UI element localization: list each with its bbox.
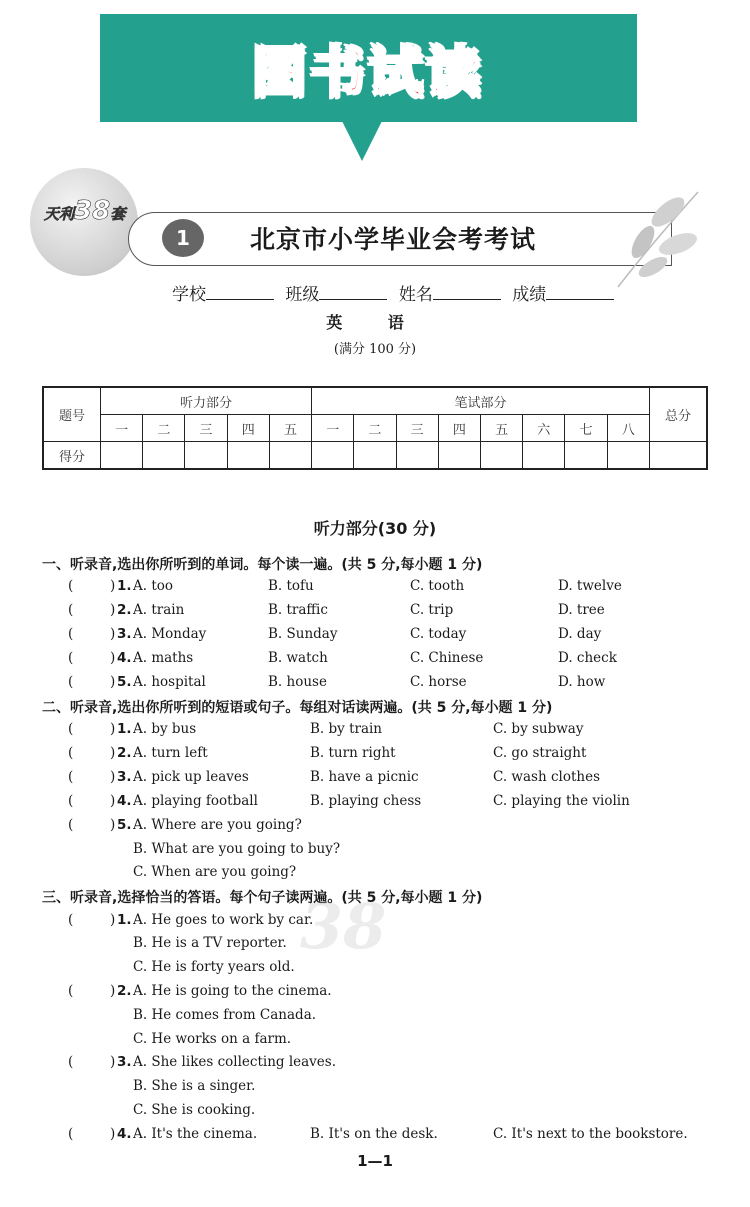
question-3-title: 三、听录音,选择恰当的答语。每个句子读两遍。(共 5 分,每小题 1 分) <box>42 890 483 906</box>
option-c: C. today <box>410 626 467 642</box>
table-header-cell: 五 <box>480 415 522 442</box>
item-number: 1. <box>117 578 132 594</box>
leaf-decoration-icon <box>598 182 708 292</box>
student-info-line <box>172 280 620 305</box>
question-row <box>0 578 750 600</box>
option-d: D. day <box>558 626 602 642</box>
school-blank[interactable] <box>206 283 274 300</box>
answer-paren-close: ) <box>110 578 116 594</box>
answer-paren-close: ) <box>110 674 116 690</box>
option-d: D. twelve <box>558 578 622 594</box>
question-row <box>0 650 750 672</box>
table-header-cell: 三 <box>185 415 227 442</box>
option-c: C. go straight <box>493 745 587 761</box>
question-row <box>0 745 750 767</box>
answer-paren-close: ) <box>110 650 116 666</box>
answer-paren-open[interactable]: ( <box>68 578 74 594</box>
score-cell[interactable] <box>269 442 311 470</box>
option-a: A. Monday <box>133 626 207 642</box>
page-number: 1—1 <box>357 1152 393 1170</box>
score-cell[interactable] <box>185 442 227 470</box>
answer-paren-close: ) <box>110 769 116 785</box>
score-cell[interactable] <box>312 442 354 470</box>
item-number: 2. <box>117 745 132 761</box>
option-a: A. too <box>133 578 174 594</box>
option-a: A. He is going to the cinema. <box>133 983 332 999</box>
answer-paren-open[interactable]: ( <box>68 1054 74 1070</box>
question-row <box>0 959 750 981</box>
option-c: C. wash clothes <box>493 769 600 785</box>
item-number: 5. <box>117 674 132 690</box>
table-header-cell: 六 <box>523 415 565 442</box>
answer-paren-close: ) <box>110 793 116 809</box>
preview-banner <box>100 14 637 122</box>
exam-title: 北京市小学毕业会考考试 <box>250 225 537 254</box>
option-a: A. playing football <box>133 793 258 809</box>
brand-logo-text: 天利38套 <box>44 196 126 226</box>
option-a: A. She likes collecting leaves. <box>133 1054 337 1070</box>
exam-number-badge: 1 <box>162 219 204 257</box>
table-header-cell: 五 <box>269 415 311 442</box>
option-d: D. check <box>558 650 617 666</box>
total-header: 总分 <box>650 387 708 442</box>
score-cell[interactable] <box>227 442 269 470</box>
option-c: C. She is cooking. <box>133 1102 256 1118</box>
answer-paren-open[interactable]: ( <box>68 721 74 737</box>
question-row <box>0 674 750 696</box>
qnum-header: 题号 <box>43 387 101 442</box>
option-b: B. He comes from Canada. <box>133 1007 317 1023</box>
score-cell[interactable] <box>523 442 565 470</box>
question-row <box>0 721 750 743</box>
score-table <box>42 386 708 470</box>
score-cell[interactable] <box>480 442 522 470</box>
option-d: D. tree <box>558 602 605 618</box>
question-row <box>0 841 750 863</box>
subject-title: 英 语 <box>326 313 424 332</box>
option-b: B. by train <box>310 721 383 737</box>
table-header-cell: 一 <box>312 415 354 442</box>
option-b: B. What are you going to buy? <box>133 841 341 857</box>
answer-paren-open[interactable]: ( <box>68 650 74 666</box>
item-number: 2. <box>117 983 132 999</box>
question-row <box>0 1007 750 1029</box>
item-number: 2. <box>117 602 132 618</box>
option-b: B. have a picnic <box>310 769 419 785</box>
answer-paren-open[interactable]: ( <box>68 745 74 761</box>
option-a: A. hospital <box>133 674 206 690</box>
class-label: 班级 <box>285 285 320 305</box>
question-row <box>0 769 750 791</box>
option-b: B. watch <box>268 650 328 666</box>
option-c: C. by subway <box>493 721 584 737</box>
score-row-label: 得分 <box>43 442 101 470</box>
option-c: C. horse <box>410 674 467 690</box>
item-number: 3. <box>117 1054 132 1070</box>
score-cell[interactable] <box>143 442 185 470</box>
answer-paren-close: ) <box>110 1054 116 1070</box>
score-label: 成绩 <box>512 285 547 305</box>
score-cell[interactable] <box>396 442 438 470</box>
name-label: 姓名 <box>398 285 433 305</box>
answer-paren-open[interactable]: ( <box>68 912 74 928</box>
question-row <box>0 1126 750 1148</box>
table-header-cell: 七 <box>565 415 607 442</box>
answer-paren-open[interactable]: ( <box>68 1126 74 1142</box>
question-2-title: 二、听录音,选出你所听到的短语或句子。每组对话读两遍。(共 5 分,每小题 1 分) <box>42 700 553 716</box>
option-b: B. tofu <box>268 578 314 594</box>
table-header-cell: 二 <box>354 415 396 442</box>
option-c: C. When are you going? <box>133 864 297 880</box>
table-header-cell: 四 <box>227 415 269 442</box>
question-row <box>0 1078 750 1100</box>
score-cell[interactable] <box>101 442 143 470</box>
option-c: C. It's next to the bookstore. <box>493 1126 688 1142</box>
question-row <box>0 983 750 1005</box>
option-a: A. turn left <box>133 745 208 761</box>
score-cell[interactable] <box>607 442 649 470</box>
answer-paren-open[interactable]: ( <box>68 602 74 618</box>
table-header-cell: 一 <box>101 415 143 442</box>
option-a: A. by bus <box>133 721 197 737</box>
question-row <box>0 602 750 624</box>
item-number: 3. <box>117 626 132 642</box>
option-c: C. trip <box>410 602 454 618</box>
school-label: 学校 <box>172 285 206 305</box>
table-header-cell: 四 <box>438 415 480 442</box>
option-b: B. Sunday <box>268 626 338 642</box>
option-b: B. traffic <box>268 602 328 618</box>
table-header-cell: 三 <box>396 415 438 442</box>
score-cell[interactable] <box>565 442 607 470</box>
question-1-title: 一、听录音,选出你所听到的单词。每个读一遍。(共 5 分,每小题 1 分) <box>42 557 483 573</box>
banner-title: 图书试读 <box>252 40 485 104</box>
total-score-cell[interactable] <box>650 442 708 470</box>
listening-section-title: 听力部分(30 分) <box>313 519 437 538</box>
option-a: A. Where are you going? <box>133 817 302 833</box>
question-row <box>0 1031 750 1053</box>
item-number: 1. <box>117 912 132 928</box>
writing-header: 笔试部分 <box>312 387 650 415</box>
answer-paren-close: ) <box>110 721 116 737</box>
score-blank[interactable] <box>546 283 614 300</box>
table-header-cell: 二 <box>143 415 185 442</box>
listening-header: 听力部分 <box>101 387 312 415</box>
option-b: B. playing chess <box>310 793 422 809</box>
answer-paren-close: ) <box>110 626 116 642</box>
option-b: B. It's on the desk. <box>310 1126 438 1142</box>
banner-arrow <box>342 121 382 161</box>
answer-paren-open[interactable]: ( <box>68 793 74 809</box>
item-number: 3. <box>117 769 132 785</box>
item-number: 4. <box>117 650 132 666</box>
option-c: C. He is forty years old. <box>133 959 295 975</box>
answer-paren-open[interactable]: ( <box>68 626 74 642</box>
answer-paren-close: ) <box>110 602 116 618</box>
option-a: A. train <box>133 602 185 618</box>
item-number: 4. <box>117 1126 132 1142</box>
answer-paren-close: ) <box>110 817 116 833</box>
question-row <box>0 1054 750 1076</box>
question-row <box>0 817 750 839</box>
option-c: C. He works on a farm. <box>133 1031 292 1047</box>
question-row <box>0 912 750 934</box>
option-b: B. She is a singer. <box>133 1078 256 1094</box>
question-row <box>0 935 750 957</box>
option-a: A. pick up leaves <box>133 769 249 785</box>
item-number: 5. <box>117 817 132 833</box>
question-row <box>0 793 750 815</box>
option-b: B. turn right <box>310 745 396 761</box>
option-b: B. house <box>268 674 327 690</box>
question-row <box>0 626 750 648</box>
answer-paren-close: ) <box>110 745 116 761</box>
option-a: A. It's the cinema. <box>133 1126 258 1142</box>
full-score-note: (满分 100 分) <box>333 342 417 357</box>
class-blank[interactable] <box>319 283 387 300</box>
watermark: 38 <box>300 890 387 963</box>
answer-paren-open[interactable]: ( <box>68 817 74 833</box>
answer-paren-open[interactable]: ( <box>68 674 74 690</box>
option-a: A. He goes to work by car. <box>133 912 314 928</box>
question-row <box>0 864 750 886</box>
option-c: C. Chinese <box>410 650 484 666</box>
option-c: C. playing the violin <box>493 793 630 809</box>
answer-paren-close: ) <box>110 912 116 928</box>
option-a: A. maths <box>133 650 194 666</box>
answer-paren-open[interactable]: ( <box>68 769 74 785</box>
score-cell[interactable] <box>438 442 480 470</box>
item-number: 1. <box>117 721 132 737</box>
name-blank[interactable] <box>433 283 501 300</box>
table-header-cell: 八 <box>607 415 649 442</box>
option-c: C. tooth <box>410 578 465 594</box>
answer-paren-open[interactable]: ( <box>68 983 74 999</box>
answer-paren-close: ) <box>110 1126 116 1142</box>
score-cell[interactable] <box>354 442 396 470</box>
question-row <box>0 1102 750 1124</box>
item-number: 4. <box>117 793 132 809</box>
answer-paren-close: ) <box>110 983 116 999</box>
option-d: D. how <box>558 674 606 690</box>
option-b: B. He is a TV reporter. <box>133 935 287 951</box>
